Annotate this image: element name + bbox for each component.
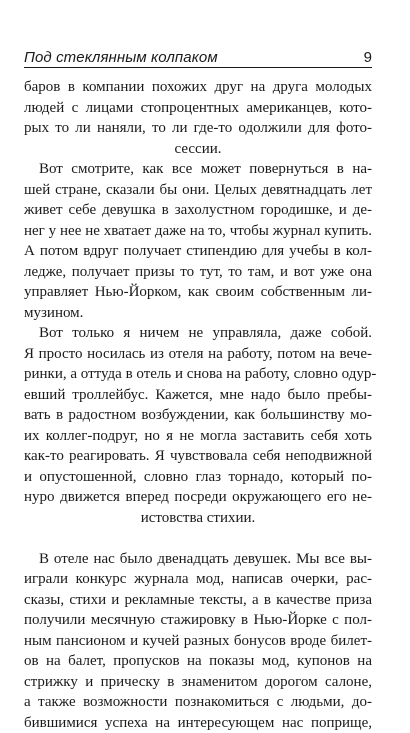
paragraph [24,77,372,159]
text-line: А потом вдруг получает стипендию для учебы в кол- [24,241,372,262]
text-line: сказы, стихи и рекламные тексты, а в качестве приза [24,590,372,611]
page-number: 9 [364,49,372,66]
text-line: ледже, получает призы то тут, то там, и вот уже она [24,262,372,283]
running-title: Под стеклянным колпаком [24,49,218,66]
text-line: ным пансионом и кучей разных бонусов вроде билет- [24,631,372,652]
text-line: получили месячную стажировку в Нью-Йорке с пол- [24,610,372,631]
text-line: сессии. [24,139,372,160]
text-line: их коллег-подруг, но я не могла заставить себя хоть [24,426,372,447]
text-line: Вот смотрите, как все может повернуться в на- [24,159,372,180]
body-text [24,77,372,733]
text-line: как-то реагировать. Я чувствовала себя неподвижной [24,446,372,467]
text-line: живет себе девушка в захолустном городишке, и де- [24,200,372,221]
text-line: рых то ли наняли, то ли где-то одолжили для фото- [24,118,372,139]
text-line: В отеле нас было двенадцать девушек. Мы все вы- [24,549,372,570]
text-line: истовства стихии. [24,508,372,529]
text-line: и опустошенной, словно глаз торнадо, который по- [24,467,372,488]
text-line: нуро движется вперед посреди окружающего его не- [24,487,372,508]
text-line: Вот только я ничем не управляла, даже собой. [24,323,372,344]
text-line: а также возможности познакомиться с людьми, до- [24,692,372,713]
text-line: ринки, а оттуда в отель и снова на работу, словно одур- [24,364,372,385]
section-break [24,528,372,549]
text-line: баров в компании похожих друг на друга молодых [24,77,372,98]
text-line: людей с лицами стопроцентных американцев, кото- [24,98,372,119]
running-header [24,42,372,68]
text-line: Я просто носилась из отеля на работу, потом на вече- [24,344,372,365]
text-line: играли конкурс журнала мод, написав очерки, рас- [24,569,372,590]
text-line: управляет Нью-Йорком, как своим собственным ли- [24,282,372,303]
paragraph [24,159,372,323]
text-line: нег у нее не хватает даже на то, чтобы журнал купить. [24,221,372,242]
text-line: шей стране, сказали бы они. Целых девятнадцать лет [24,180,372,201]
text-line: ов на балет, пропусков на показы мод, купонов на [24,651,372,672]
text-line: музином. [24,303,372,324]
paragraph [24,323,372,528]
text-line: бившимися успеха на интересующем нас поприще, [24,713,372,733]
text-line: стрижку и прическу в знаменитом дорогом салоне, [24,672,372,693]
text-line: вать в радостном возбуждении, как большинству мо- [24,405,372,426]
text-line: евший троллейбус. Кажется, мне надо было пребы- [24,385,372,406]
paragraph [24,549,372,733]
